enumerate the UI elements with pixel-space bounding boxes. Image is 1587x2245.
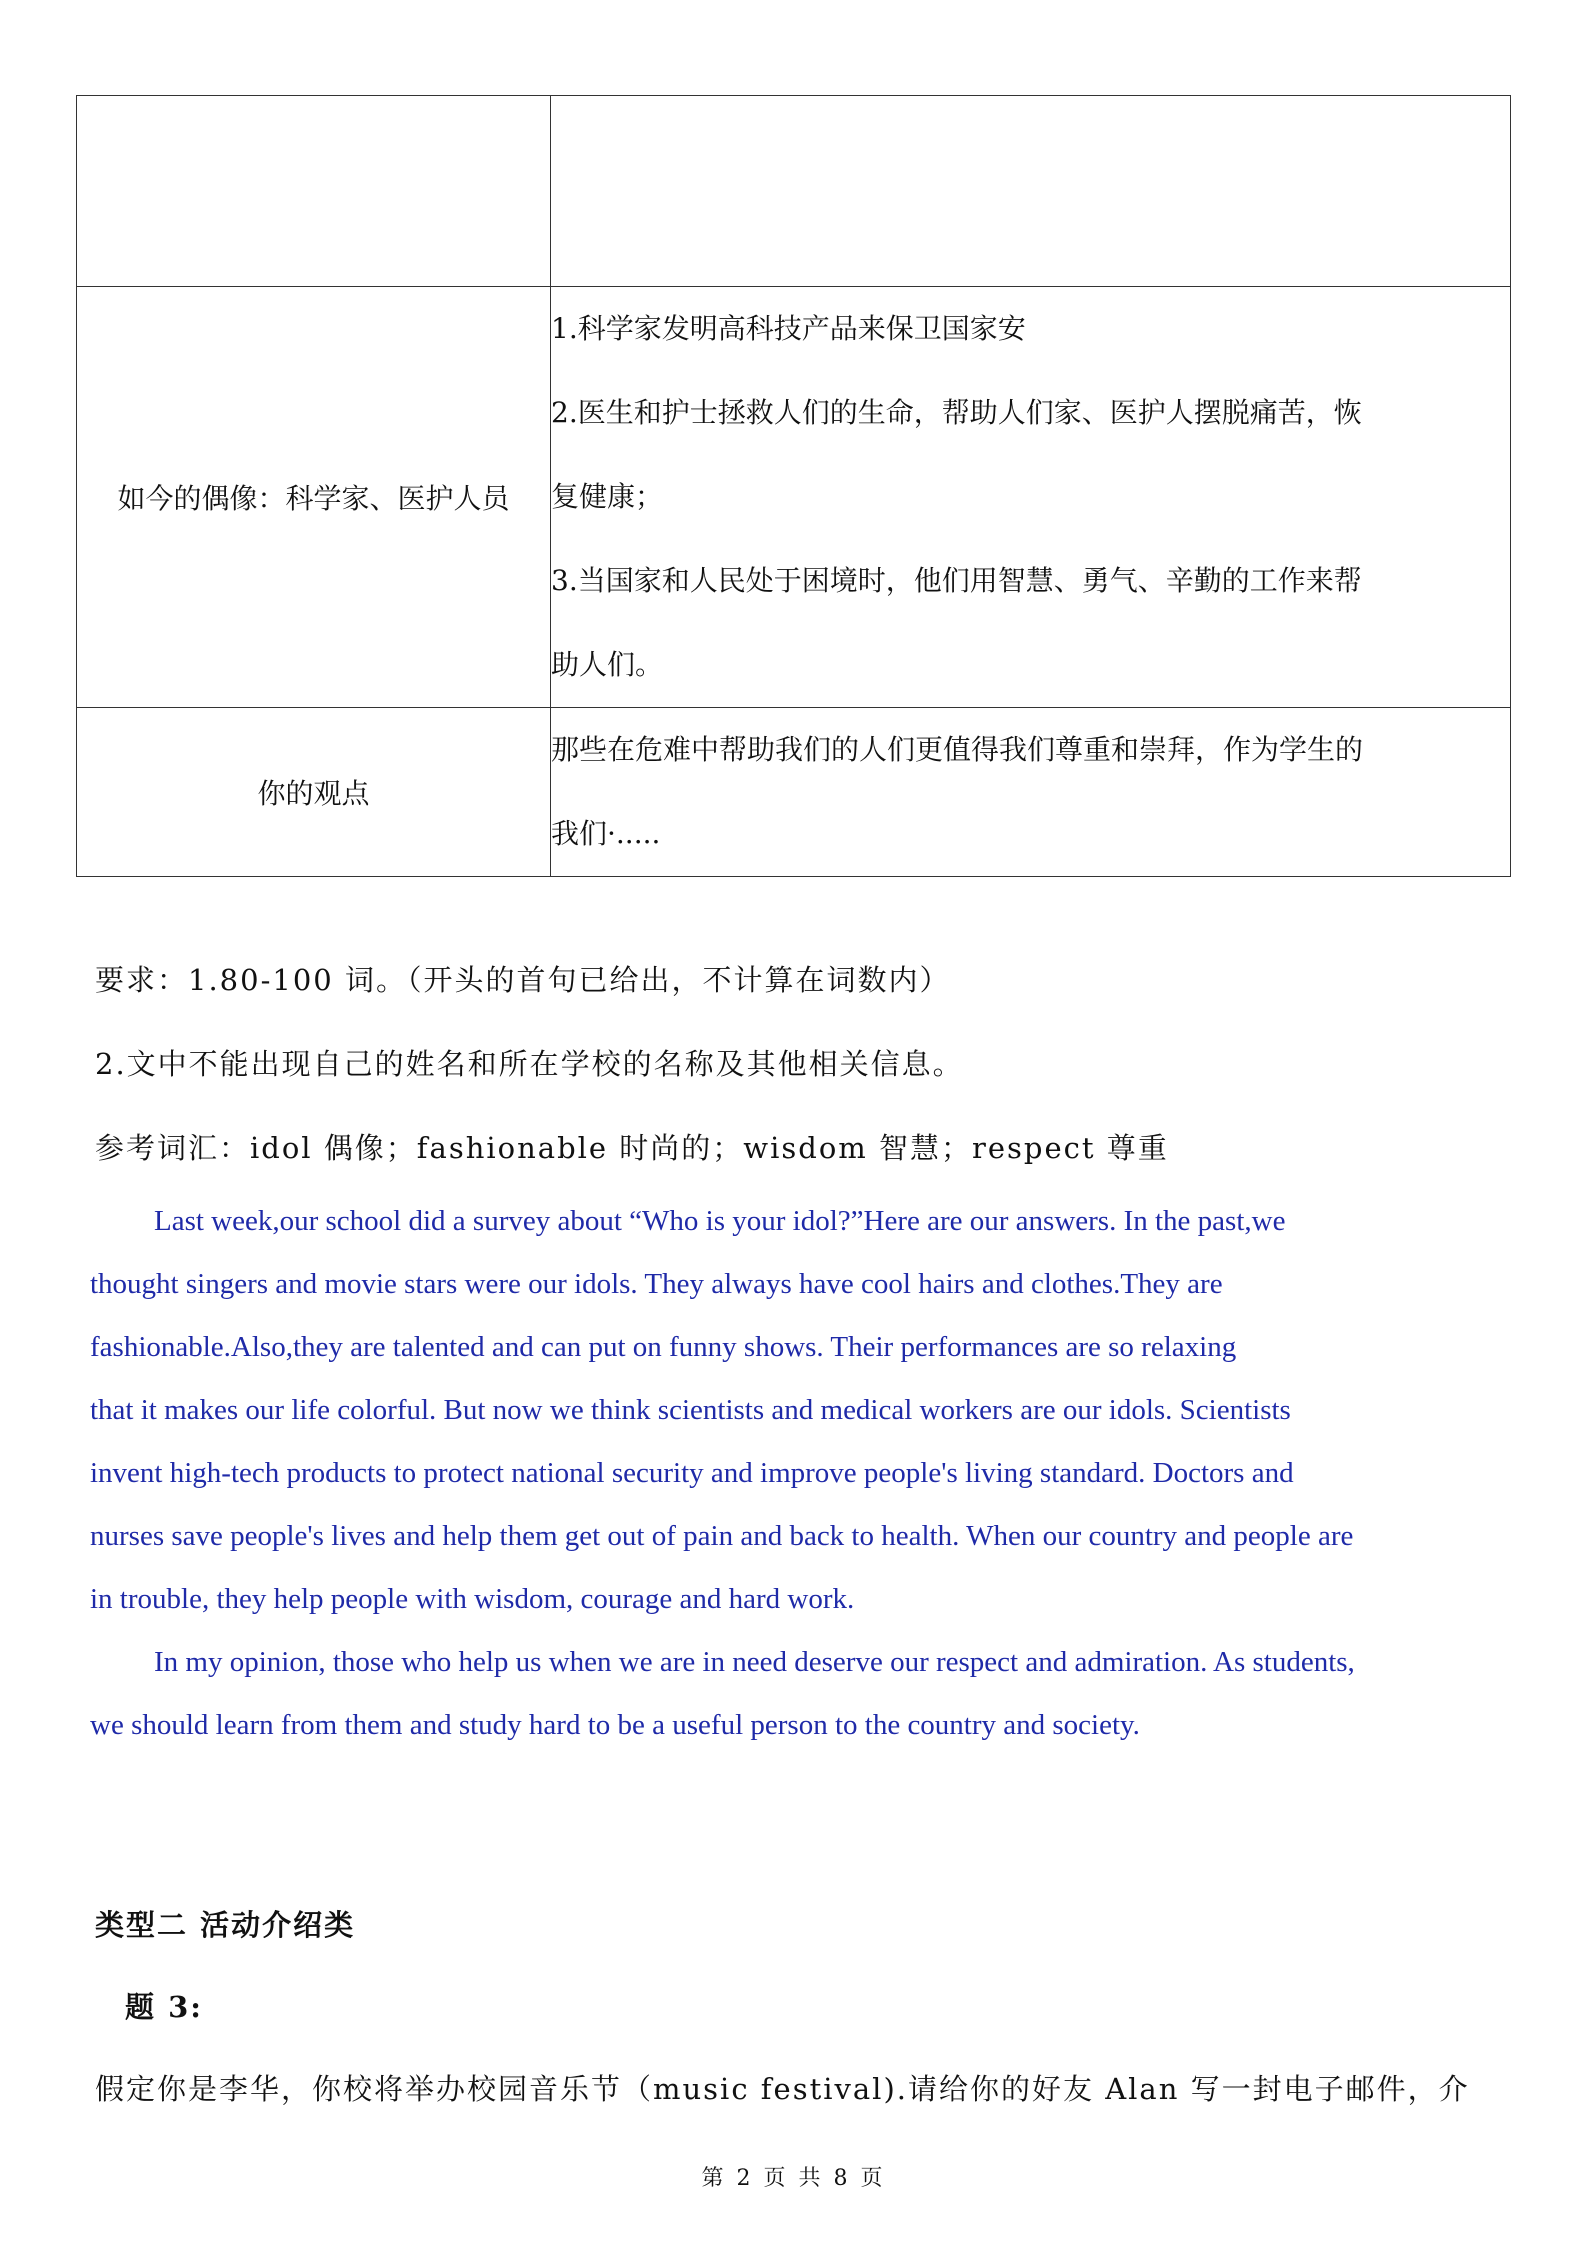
idol-detail-line: 1.科学家发明高科技产品来保卫国家安 [551, 312, 1026, 345]
idol-detail-line: 助人们。 [551, 648, 664, 681]
table-cell-empty-right [551, 96, 1511, 287]
essay-line: we should learn from them and study hard to be a useful person to the country and society. [90, 1709, 1140, 1741]
idol-detail-line: 2.医生和护士拯救人们的生命，帮助人们家、医护人摆脱痛苦，恢 [551, 396, 1362, 429]
requirement-line-2: 2.文中不能出现自己的姓名和所在学校的名称及其他相关信息。 [95, 1047, 964, 1081]
idol-detail-line: 复健康； [551, 480, 664, 513]
current-idols-details [551, 287, 1511, 708]
model-essay [90, 1190, 1510, 1757]
requirement-line-1: 要求：1.80-100 词。（开头的首句已给出，不计算在词数内） [95, 963, 951, 997]
essay-line: Last week,our school did a survey about “Who is your idol?”Here are our answers. In the past,we [154, 1205, 1286, 1237]
essay-line: that it makes our life colorful. But now we think scientists and medical workers are our idols. Scientists [90, 1394, 1291, 1426]
question-prompt: 假定你是李华，你校将举办校园音乐节（music festival).请给你的好友 Alan 写一封电子邮件，介 [95, 2072, 1470, 2106]
section-heading: 类型二 活动介绍类 [95, 1908, 356, 1942]
essay-line: In my opinion, those who help us when we are in need deserve our respect and admiration. As students, [154, 1646, 1355, 1678]
your-view-details [551, 708, 1511, 877]
essay-line: thought singers and movie stars were our idols. They always have cool hairs and clothes.They are [90, 1268, 1223, 1300]
vocabulary-line: 参考词汇：idol 偶像；fashionable 时尚的；wisdom 智慧；respect 尊重 [95, 1131, 1169, 1165]
current-idols-label: 如今的偶像：科学家、医护人员 [77, 287, 551, 708]
idol-detail-line: 3.当国家和人民处于困境时，他们用智慧、勇气、辛勤的工作来帮 [551, 564, 1362, 597]
essay-line: invent high-tech products to protect national security and improve people's living standard. Doctors and [90, 1457, 1294, 1489]
table-row-empty [77, 96, 1511, 287]
table-row-current-idols [77, 287, 1511, 708]
your-view-label: 你的观点 [77, 708, 551, 877]
table-row-your-view [77, 708, 1511, 877]
question-number: 题 3: [125, 1990, 203, 2024]
table-cell-empty-left [77, 96, 551, 287]
view-detail-line: 那些在危难中帮助我们的人们更值得我们尊重和崇拜，作为学生的 [551, 733, 1364, 766]
essay-line: fashionable.Also,they are talented and can put on funny shows. Their performances are so relaxing [90, 1331, 1237, 1363]
outline-table [76, 95, 1511, 877]
essay-line: nurses save people's lives and help them get out of pain and back to health. When our country and people are [90, 1520, 1354, 1552]
essay-line: in trouble, they help people with wisdom, courage and hard work. [90, 1583, 855, 1615]
page-footer: 第 2 页 共 8 页 [701, 2166, 886, 2191]
view-detail-line: 我们·..... [551, 817, 661, 850]
